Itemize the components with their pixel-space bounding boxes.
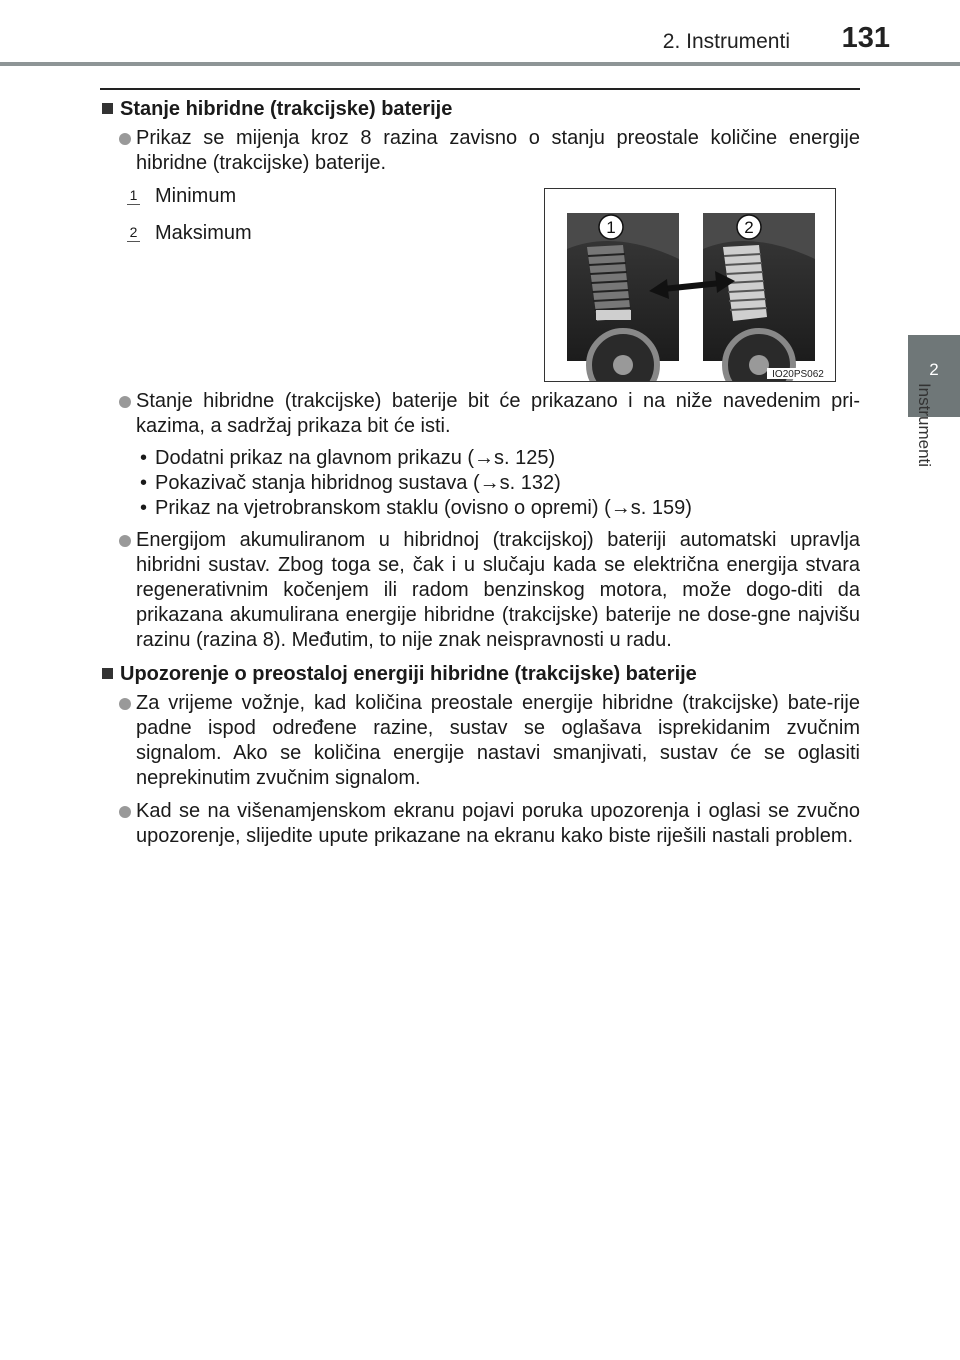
bullet-text: Energijom akumuliranom u hibridnoj (trakcijskoj) bateriji automatski upravlja hibridni sustav. Zbog toga se, čak i u slučaju kada se električna energija stvara regenerativnim kočenjem ili radom benzinskog motora, može dogo-diti da prikazana akumulirana energije hibridne (trakcijske) baterije ne dose-gne najvišu razinu (razina 8). Međutim, to nije znak neispravnosti u radu. <box>136 529 860 651</box>
page-number: 131 <box>841 22 890 54</box>
bullet-text: Stanje hibridne (trakcijske) baterije bit će prikazano i na niže navedenim pri-kazima, a sadržaj prikaza bit će isti. <box>136 390 860 437</box>
reference-list <box>100 447 860 520</box>
battery-gauge-illustration <box>544 188 836 382</box>
square-bullet-icon <box>102 103 113 114</box>
definition-item <box>100 221 400 246</box>
figure-row <box>100 184 860 389</box>
page-content <box>100 88 860 857</box>
circle-bullet-icon <box>119 535 131 547</box>
bullet-paragraph <box>100 528 860 653</box>
bullet-text: Kad se na višenamjenskom ekranu pojavi poruka upozorenja i oglasi se zvučno upozorenje, slijedite upute prikazane na ekranu kako biste riješili nastali problem. <box>136 800 860 847</box>
header-section-title: 2. Instrumenti <box>662 30 790 53</box>
definition-label: Minimum <box>155 185 237 207</box>
section-heading-warning <box>100 661 860 687</box>
bullet-paragraph <box>100 389 860 439</box>
callout-label-1: 1 <box>606 218 616 237</box>
chapter-label: Instrumenti <box>915 382 934 468</box>
heading-text: Upozorenje o preostaloj energiji hibridne (trakcijske) baterije <box>120 663 697 685</box>
bullet-paragraph <box>100 799 860 849</box>
bullet-paragraph <box>100 691 860 791</box>
circle-bullet-icon <box>119 396 131 408</box>
definition-item <box>100 184 400 209</box>
bullet-paragraph <box>100 126 860 176</box>
callout-definitions <box>100 184 400 258</box>
callout-label-2: 2 <box>744 218 754 237</box>
circle-bullet-icon <box>119 133 131 145</box>
callout-number: 1 <box>127 186 140 205</box>
bullet-text: Prikaz se mijenja kroz 8 razina zavisno o stanju preostale količine energije hibridne (trakcijske) baterije. <box>136 127 860 174</box>
reference-item <box>100 447 860 470</box>
battery-gauge-svg <box>545 189 835 381</box>
circle-bullet-icon <box>119 698 131 710</box>
reference-text: Prikaz na vjetrobranskom staklu (ovisno o opremi) (→s. 159) <box>155 497 692 519</box>
small-bullet: • <box>140 447 148 469</box>
definition-label: Maksimum <box>155 222 252 244</box>
reference-item <box>100 472 860 495</box>
callout-number: 2 <box>127 223 140 242</box>
bullet-text: Za vrijeme vožnje, kad količina preostale energije hibridne (trakcijske) bate-rije padne ispod određene razine, sustav se oglašava isprekidanim zvučnim signalom. Ako se količina energije nastavi smanjivati, sustav će se oglasiti neprekinutim zvučnim signalom. <box>136 692 860 789</box>
header-rule <box>0 62 960 66</box>
reference-item <box>100 497 860 520</box>
reference-text: Pokazivač stanja hibridnog sustava (→s. 132) <box>155 472 561 494</box>
circle-bullet-icon <box>119 806 131 818</box>
heading-text: Stanje hibridne (trakcijske) baterije <box>120 98 453 120</box>
small-bullet: • <box>140 497 148 519</box>
figure-code: IO20PS062 <box>772 369 824 380</box>
square-bullet-icon <box>102 668 113 679</box>
small-bullet: • <box>140 472 148 494</box>
chapter-number: 2 <box>929 360 939 379</box>
section-heading-battery-state <box>100 96 860 122</box>
reference-text: Dodatni prikaz na glavnom prikazu (→s. 125) <box>155 447 556 469</box>
